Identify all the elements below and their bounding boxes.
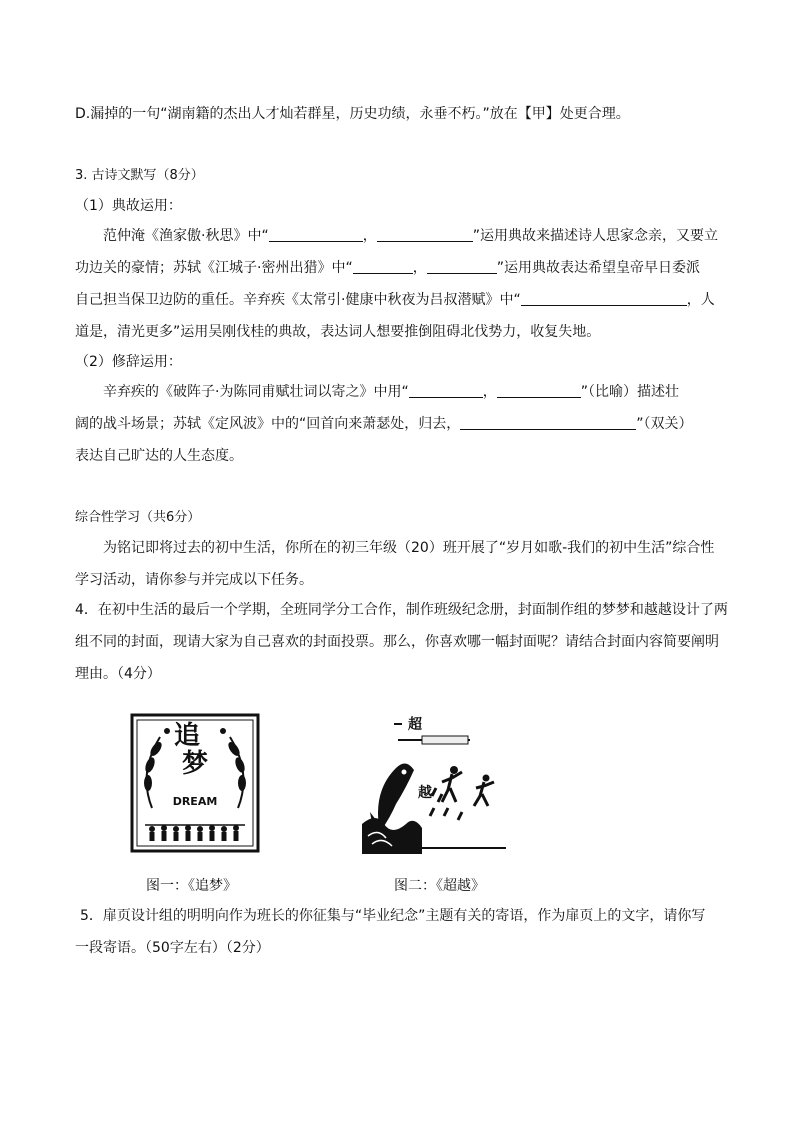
q3-sub1-line1 (103, 226, 718, 246)
answer-blank[interactable] (521, 291, 687, 306)
answer-blank[interactable] (497, 383, 581, 398)
text-segment: 自己担当保卫边防的重任。辛弃疾《太常引·健康中秋夜为吕叔潜赋》中“ (75, 292, 521, 308)
q3-sub2-line1 (103, 382, 679, 402)
section-intro-line1: 为铭记即将过去的初中生活，你所在的初三年级（20）班开展了“岁月如歌-我们的初中生活”综合性 (103, 540, 715, 556)
option-d: D.漏掉的一句“湖南籍的杰出人才灿若群星，历史功绩，永垂不朽。”放在【甲】处更合理。 (75, 106, 630, 122)
answer-blank[interactable] (460, 415, 636, 430)
q3-header: 3. 古诗文默写（8分） (75, 168, 204, 183)
q3-sub1-label: （1）典故运用： (75, 198, 182, 214)
answer-blank[interactable] (353, 259, 413, 274)
q4-line3: 理由。（4分） (75, 666, 161, 682)
q4-line1: 4．在初中生活的最后一个学期，全班同学分工合作，制作班级纪念册，封面制作组的梦梦和越越设计了两 (75, 602, 728, 618)
text-segment: ， (362, 228, 377, 244)
q5-line2: 一段寄语。（50字左右）（2分） (75, 940, 270, 956)
answer-blank[interactable] (269, 227, 363, 242)
q3-sub2-label: （2）修辞运用： (75, 354, 182, 370)
cover-char-1: 超 (408, 717, 422, 733)
q3-sub1-line3 (75, 290, 715, 310)
text-segment: ”运用典故来描述诗人思家念亲，又要立 (472, 228, 718, 244)
cover-english-text: DREAM (172, 795, 218, 808)
q3-sub2-line3: 表达自己旷达的人生态度。 (75, 448, 243, 464)
figure-chasing-dream (130, 713, 260, 853)
q3-sub1-line2 (75, 258, 700, 278)
section-intro-line2: 学习活动，请你参与并完成以下任务。 (75, 572, 313, 588)
answer-blank[interactable] (377, 227, 473, 242)
q3-sub2-line2 (75, 414, 693, 434)
text-segment: ”（比喻）描述壮 (580, 384, 679, 400)
figure-1-caption: 图一：《追梦》 (146, 878, 237, 894)
figure-surpass (362, 712, 506, 854)
text-segment: ，人 (686, 292, 715, 308)
text-segment: 范仲淹《渔家傲·秋思》中“ (103, 228, 269, 244)
text-segment: ， (482, 384, 497, 400)
cover-title-char-1: 追 (174, 721, 201, 751)
text-segment: ”（双关） (636, 416, 693, 432)
cover-title-char-2: 梦 (182, 749, 209, 779)
text-segment: 阔的战斗场景；苏轼《定风波》中的“回首向来萧瑟处，归去， (75, 416, 461, 432)
text-segment: 功边关的豪情；苏轼《江城子·密州出猎》中“ (75, 260, 353, 276)
q4-line2: 组不同的封面，现请大家为自己喜欢的封面投票。那么，你喜欢哪一幅封面呢？请结合封面内容简要阐明 (75, 634, 719, 650)
answer-blank[interactable] (409, 383, 483, 398)
text-segment: ”运用典故表达希望皇帝早日委派 (496, 260, 700, 276)
text-segment: ， (412, 260, 427, 276)
text-segment: 辛弃疾的《破阵子·为陈同甫赋壮词以寄之》中用“ (103, 384, 409, 400)
answer-blank[interactable] (427, 259, 497, 274)
figure-2-caption: 图二：《超越》 (394, 878, 485, 894)
cover-illustration (362, 712, 506, 854)
q3-sub1-line4: 道是，清光更多”运用吴刚伐桂的典故，表达词人想要推倒阻碍北伐势力，收复失地。 (75, 324, 601, 340)
q5-line1: 5．扉页设计组的明明向作为班长的你征集与“毕业纪念”主题有关的寄语，作为扉页上的文字，请你写 (80, 908, 706, 924)
cover-char-2: 越 (418, 785, 432, 801)
section-header: 综合性学习（共6分） (75, 510, 201, 525)
